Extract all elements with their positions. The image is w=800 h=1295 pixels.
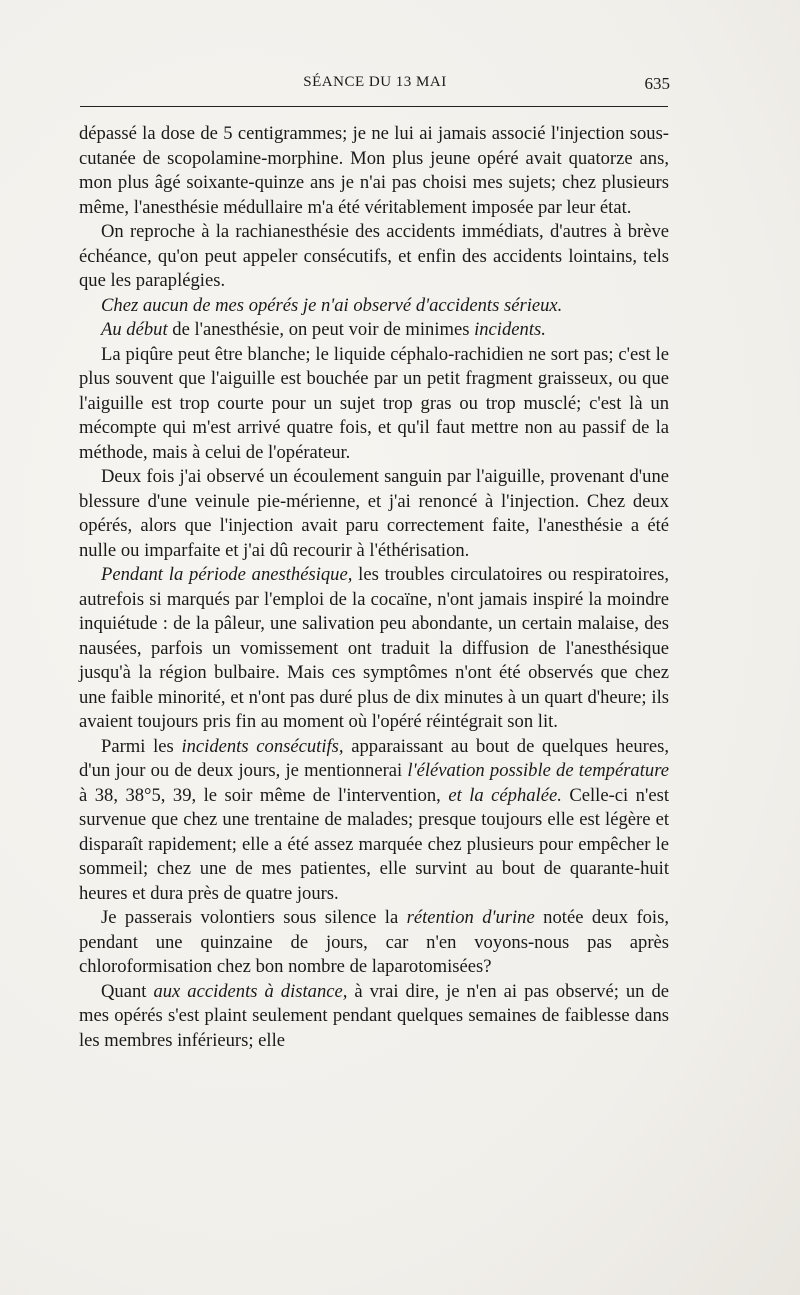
text-run: Parmi les (101, 735, 182, 757)
text-run: les troubles circulatoires ou respiratoires, autrefois si marqués par l'emploi de la cocaïne, n'ont jamais inspiré la moindre inquiétude : de la pâleur, une salivation peu abondante, un certain malaise, des nausées, parfois un vomissement ont traduit la diffusion de l'anesthésique jusqu'à la région bulbaire. Mais ces symptômes n'ont été observés que chez une faible minorité, et n'ont pas duré plus de dix minutes à un quart d'heure; ils avaient toujours pris fin au moment où l'opéré réintégrait son lit. (79, 564, 669, 732)
header-rule (80, 106, 668, 107)
page-number: 635 (644, 74, 670, 93)
running-title: SÉANCE DU 13 MAI (303, 74, 447, 90)
paragraph (79, 122, 669, 220)
italic-text: rétention d'urine (406, 907, 535, 928)
text-run: apparaissant au bout de quelques heures, d'un jour ou de deux jours, je mentionnerai (79, 735, 670, 781)
paragraph (79, 563, 669, 735)
text-run: Deux fois j'ai observé un écoulement sanguin par l'aiguille, provenant d'une blessure d'une veinule pie-mérienne, et j'ai renoncé à l'injection. Chez deux opérés, alors que l'injection avait paru correctement faite, l'anesthésie a été nulle ou imparfaite et j'ai dû recourir à l'éthérisation. (79, 466, 669, 561)
text-run: On reproche à la rachianesthésie des accidents immédiats, d'autres à brève échéance, qu'on peut appeler consécutifs, et enfin des accidents lointains, tels que les paraplégies. (79, 221, 669, 291)
text-run: à 38, 38°5, 39, le soir même de l'intervention, (79, 784, 449, 806)
text-run: Celle-ci n'est survenue que chez une trentaine de malades; presque toujours elle est légère et disparaît rapidement; elle a été assez marquée chez plusieurs pour empêcher le sommeil; chez une de mes patientes, elle survint au bout de quarante-huit heures et dura près de quatre jours. (79, 784, 669, 904)
text-run: de l'anesthésie, on peut voir de minimes (167, 319, 475, 340)
text-run: Quant (101, 980, 154, 1002)
paragraph (79, 318, 669, 343)
text-run: Je passerais volontiers sous silence la (101, 907, 407, 928)
text-run: notée deux fois, pendant une quinzaine de jours, car n'en voyons-nous pas après chloroformisation chez bon nombre de laparotomisées? (79, 907, 669, 977)
paragraph (79, 906, 669, 980)
italic-text: Pendant la période anesthésique, (101, 564, 353, 585)
italic-text: et la céphalée. (448, 784, 562, 806)
italic-text: incidents. (474, 319, 546, 340)
text-run: dépassé la dose de 5 centigrammes; je ne lui ai jamais associé l'injection sous-cutanée de scopolamine-morphine. Mon plus jeune opéré avait quatorze ans, mon plus âgé soixante-quinze ans je n'ai pas choisi mes sujets; chez plusieurs même, l'anesthésie médullaire m'a été véritablement imposée par leur état. (79, 123, 669, 218)
paragraph (79, 735, 669, 907)
paragraph (79, 980, 669, 1054)
italic-text: incidents consécutifs, (181, 735, 344, 757)
paragraph (79, 294, 669, 319)
paragraph (79, 465, 669, 563)
body-text (79, 122, 669, 1053)
page-header (80, 74, 670, 98)
paragraph (79, 343, 669, 466)
text-run: La piqûre peut être blanche; le liquide céphalo-rachidien ne sort pas; c'est le plus souvent que l'aiguille est bouchée par un petit fragment graisseux, ou que l'aiguille est trop courte pour un sujet trop gras ou trop musclé; c'est là un mécompte qui m'est arrivé quatre fois, et qu'il faut mettre non au passif de la méthode, mais à celui de l'opérateur. (79, 343, 669, 463)
italic-text: Au début (101, 319, 168, 340)
text-run: à vrai dire, je n'en ai pas observé; un de mes opérés s'est plaint seulement pendant quelques semaines de faiblesse dans les membres inférieurs; elle (79, 980, 669, 1051)
italic-text: l'élévation possible de température (407, 760, 669, 781)
paragraph (79, 220, 669, 294)
italic-text: aux accidents à distance, (153, 980, 348, 1002)
italic-text: Chez aucun de mes opérés je n'ai observé d'accidents sérieux. (101, 294, 563, 316)
